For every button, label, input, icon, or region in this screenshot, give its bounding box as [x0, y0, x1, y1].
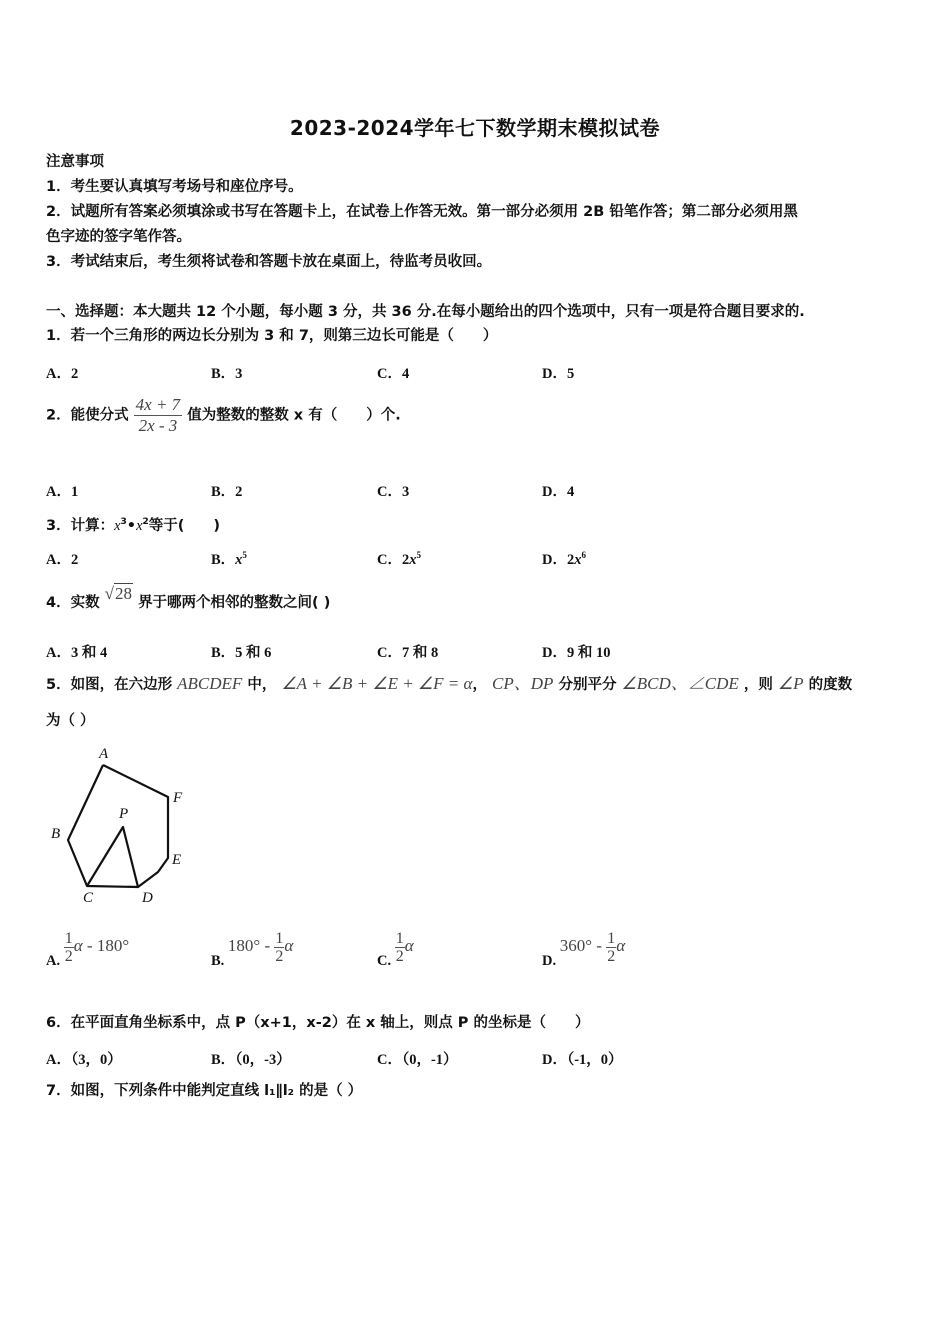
question-4-stem — [46, 585, 330, 612]
q2-option-d[interactable]: D．4 — [542, 484, 575, 500]
q5-text-2: 中， — [247, 677, 277, 693]
question-2-stem — [46, 395, 401, 436]
q5-option-d-var: α — [616, 935, 626, 955]
q3-option-a[interactable] — [46, 548, 78, 569]
q3-option-a-label: A． — [46, 552, 71, 568]
q3-suffix: 等于( ) — [148, 518, 221, 534]
q6-option-c[interactable]: C．（0，-1） — [377, 1052, 458, 1068]
q5-option-c-label: C. — [377, 952, 392, 969]
question-5-stem — [46, 675, 852, 694]
question-7-stem: 7．如图，下列条件中能判定直线 l₁∥l₂ 的是（ ） — [46, 1083, 363, 1099]
q3-base2: x — [136, 518, 143, 534]
q3-option-c-base: x — [409, 552, 417, 568]
q5-option-c[interactable] — [377, 930, 414, 970]
q3-base1: x — [114, 518, 121, 534]
q2-suffix: 值为整数的整数 x 有（ ）个. — [187, 407, 401, 424]
q5-condition: ∠A + ∠B + ∠E + ∠F = α — [281, 674, 473, 693]
q5-option-c-var: α — [404, 935, 414, 955]
q2-option-b[interactable]: B．2 — [211, 484, 243, 500]
q5-option-a-den: 2 — [64, 948, 73, 965]
q3-option-d-label: D． — [542, 552, 567, 568]
notice-heading: 注意事项 — [46, 154, 104, 170]
q3-option-c[interactable] — [377, 548, 421, 569]
q2-option-c[interactable]: C．3 — [377, 484, 410, 500]
notice-item-1: 1．考生要认真填写考场号和座位序号。 — [46, 179, 303, 195]
q3-option-b-label: B． — [211, 552, 236, 568]
label-b: B — [51, 826, 61, 842]
notice-item-2: 2．试题所有答案必须填涂或书写在答题卡上，在试卷上作答无效。第一部分必须用 2B 铅笔作答；第二部分必须用黑 — [46, 204, 798, 220]
q3-option-c-label: C． — [377, 552, 402, 568]
q5-option-b-var: α — [284, 935, 294, 955]
q3-exp1: 3 — [120, 517, 127, 527]
q4-sqrt: √28 — [104, 584, 132, 603]
label-p: P — [119, 806, 129, 822]
q3-option-d-coef: 2 — [566, 552, 575, 568]
q5-option-c-den: 2 — [395, 948, 404, 965]
q2-numerator: 4x + 7 — [135, 395, 181, 414]
q5-option-d-pre: 360° - — [559, 935, 607, 955]
q5-option-a-label: A. — [46, 952, 61, 969]
q5-option-b-den: 2 — [275, 948, 284, 965]
q2-prefix: 2．能使分式 — [46, 407, 129, 424]
label-e: E — [172, 852, 182, 868]
notice-item-3: 3．考试结束后，考生须将试卷和答题卡放在桌面上，待监考员收回。 — [46, 254, 492, 270]
q1-option-c[interactable]: C．4 — [377, 366, 410, 382]
q6-option-d[interactable]: D．（-1，0） — [542, 1052, 623, 1068]
label-a: A — [99, 746, 109, 762]
question-6-stem: 6．在平面直角坐标系中，点 P（x+1，x-2）在 x 轴上，则点 P 的坐标是（ ） — [46, 1015, 590, 1031]
question-1-stem: 1．若一个三角形的两边长分别为 3 和 7，则第三边长可能是（ ） — [46, 328, 498, 344]
q5-target: ∠P — [777, 674, 804, 693]
q6-option-a[interactable]: A．（3，0） — [46, 1052, 122, 1068]
q4-option-c[interactable]: C．7 和 8 — [377, 645, 439, 661]
q5-option-b-pre: 180° - — [227, 935, 275, 955]
q3-option-d[interactable] — [542, 548, 586, 569]
q6-option-b[interactable]: B．（0，-3） — [211, 1052, 291, 1068]
q5-option-a[interactable] — [46, 930, 129, 970]
q5-option-d[interactable] — [542, 930, 625, 970]
q3-option-b[interactable] — [211, 548, 247, 569]
q3-option-a-value: 2 — [70, 552, 79, 568]
q5-text-5: ，则 — [743, 677, 773, 693]
q5-option-a-var: α — [73, 935, 83, 955]
label-c: C — [83, 890, 94, 906]
q1-option-a[interactable]: A．2 — [46, 366, 79, 382]
q3-option-c-exp: 5 — [416, 550, 421, 560]
q2-option-a[interactable]: A．1 — [46, 484, 79, 500]
label-f: F — [173, 790, 183, 806]
hexagon-figure — [45, 740, 205, 910]
q4-suffix: 界于哪两个相邻的整数之间( ) — [138, 595, 331, 611]
q2-fraction — [134, 395, 183, 436]
q5-text-3: ， — [472, 677, 487, 693]
q4-prefix: 4．实数 — [46, 595, 100, 611]
page-title: 2023-2024学年七下数学期末模拟试卷 — [289, 116, 661, 140]
q3-dot: • — [126, 518, 137, 534]
q5-option-b[interactable] — [211, 930, 293, 970]
q4-option-d[interactable]: D．9 和 10 — [542, 645, 611, 661]
q5-text-4: 分别平分 — [558, 677, 617, 693]
notice-item-2-cont: 色字迹的签字笔作答。 — [46, 229, 191, 245]
q5-option-a-num: 1 — [64, 930, 73, 947]
q1-option-b[interactable]: B．3 — [211, 366, 243, 382]
q4-radicand: 28 — [115, 584, 132, 603]
q5-option-b-num: 1 — [275, 930, 284, 947]
section-heading: 一、选择题：本大题共 12 个小题，每小题 3 分，共 36 分.在每小题给出的四个选项中，只有一项是符合题目要求的. — [46, 304, 805, 320]
q3-option-b-exp: 5 — [242, 550, 247, 560]
q3-prefix: 3．计算： — [46, 518, 115, 534]
q3-option-b-base: x — [235, 552, 243, 568]
q1-option-d[interactable]: D．5 — [542, 366, 575, 382]
q3-option-c-coef: 2 — [401, 552, 410, 568]
q2-denominator: 2x - 3 — [138, 416, 178, 435]
q3-option-d-base: x — [574, 552, 582, 568]
q5-hexagon: ABCDEF — [177, 674, 243, 693]
q5-option-b-label: B. — [211, 952, 225, 969]
q5-option-d-den: 2 — [607, 948, 616, 965]
q5-option-a-post: - 180° — [82, 935, 130, 955]
q5-option-c-num: 1 — [395, 930, 404, 947]
label-d: D — [142, 890, 153, 906]
q5-option-d-label: D. — [542, 952, 557, 969]
q4-option-a[interactable]: A．3 和 4 — [46, 645, 108, 661]
q5-text-1: 5．如图，在六边形 — [46, 677, 173, 693]
q5-bisectors: CP、DP — [492, 674, 554, 693]
q5-text-6: 的度数 — [808, 677, 853, 693]
q5-angles: ∠BCD、∠CDE — [621, 674, 739, 693]
q3-option-d-exp: 6 — [581, 550, 586, 560]
q5-option-d-num: 1 — [607, 930, 616, 947]
question-5-stem-line2: 为（ ） — [46, 713, 95, 729]
q4-option-b[interactable]: B．5 和 6 — [211, 645, 272, 661]
question-3-stem — [46, 513, 220, 535]
q3-exp2: 2 — [142, 517, 149, 527]
